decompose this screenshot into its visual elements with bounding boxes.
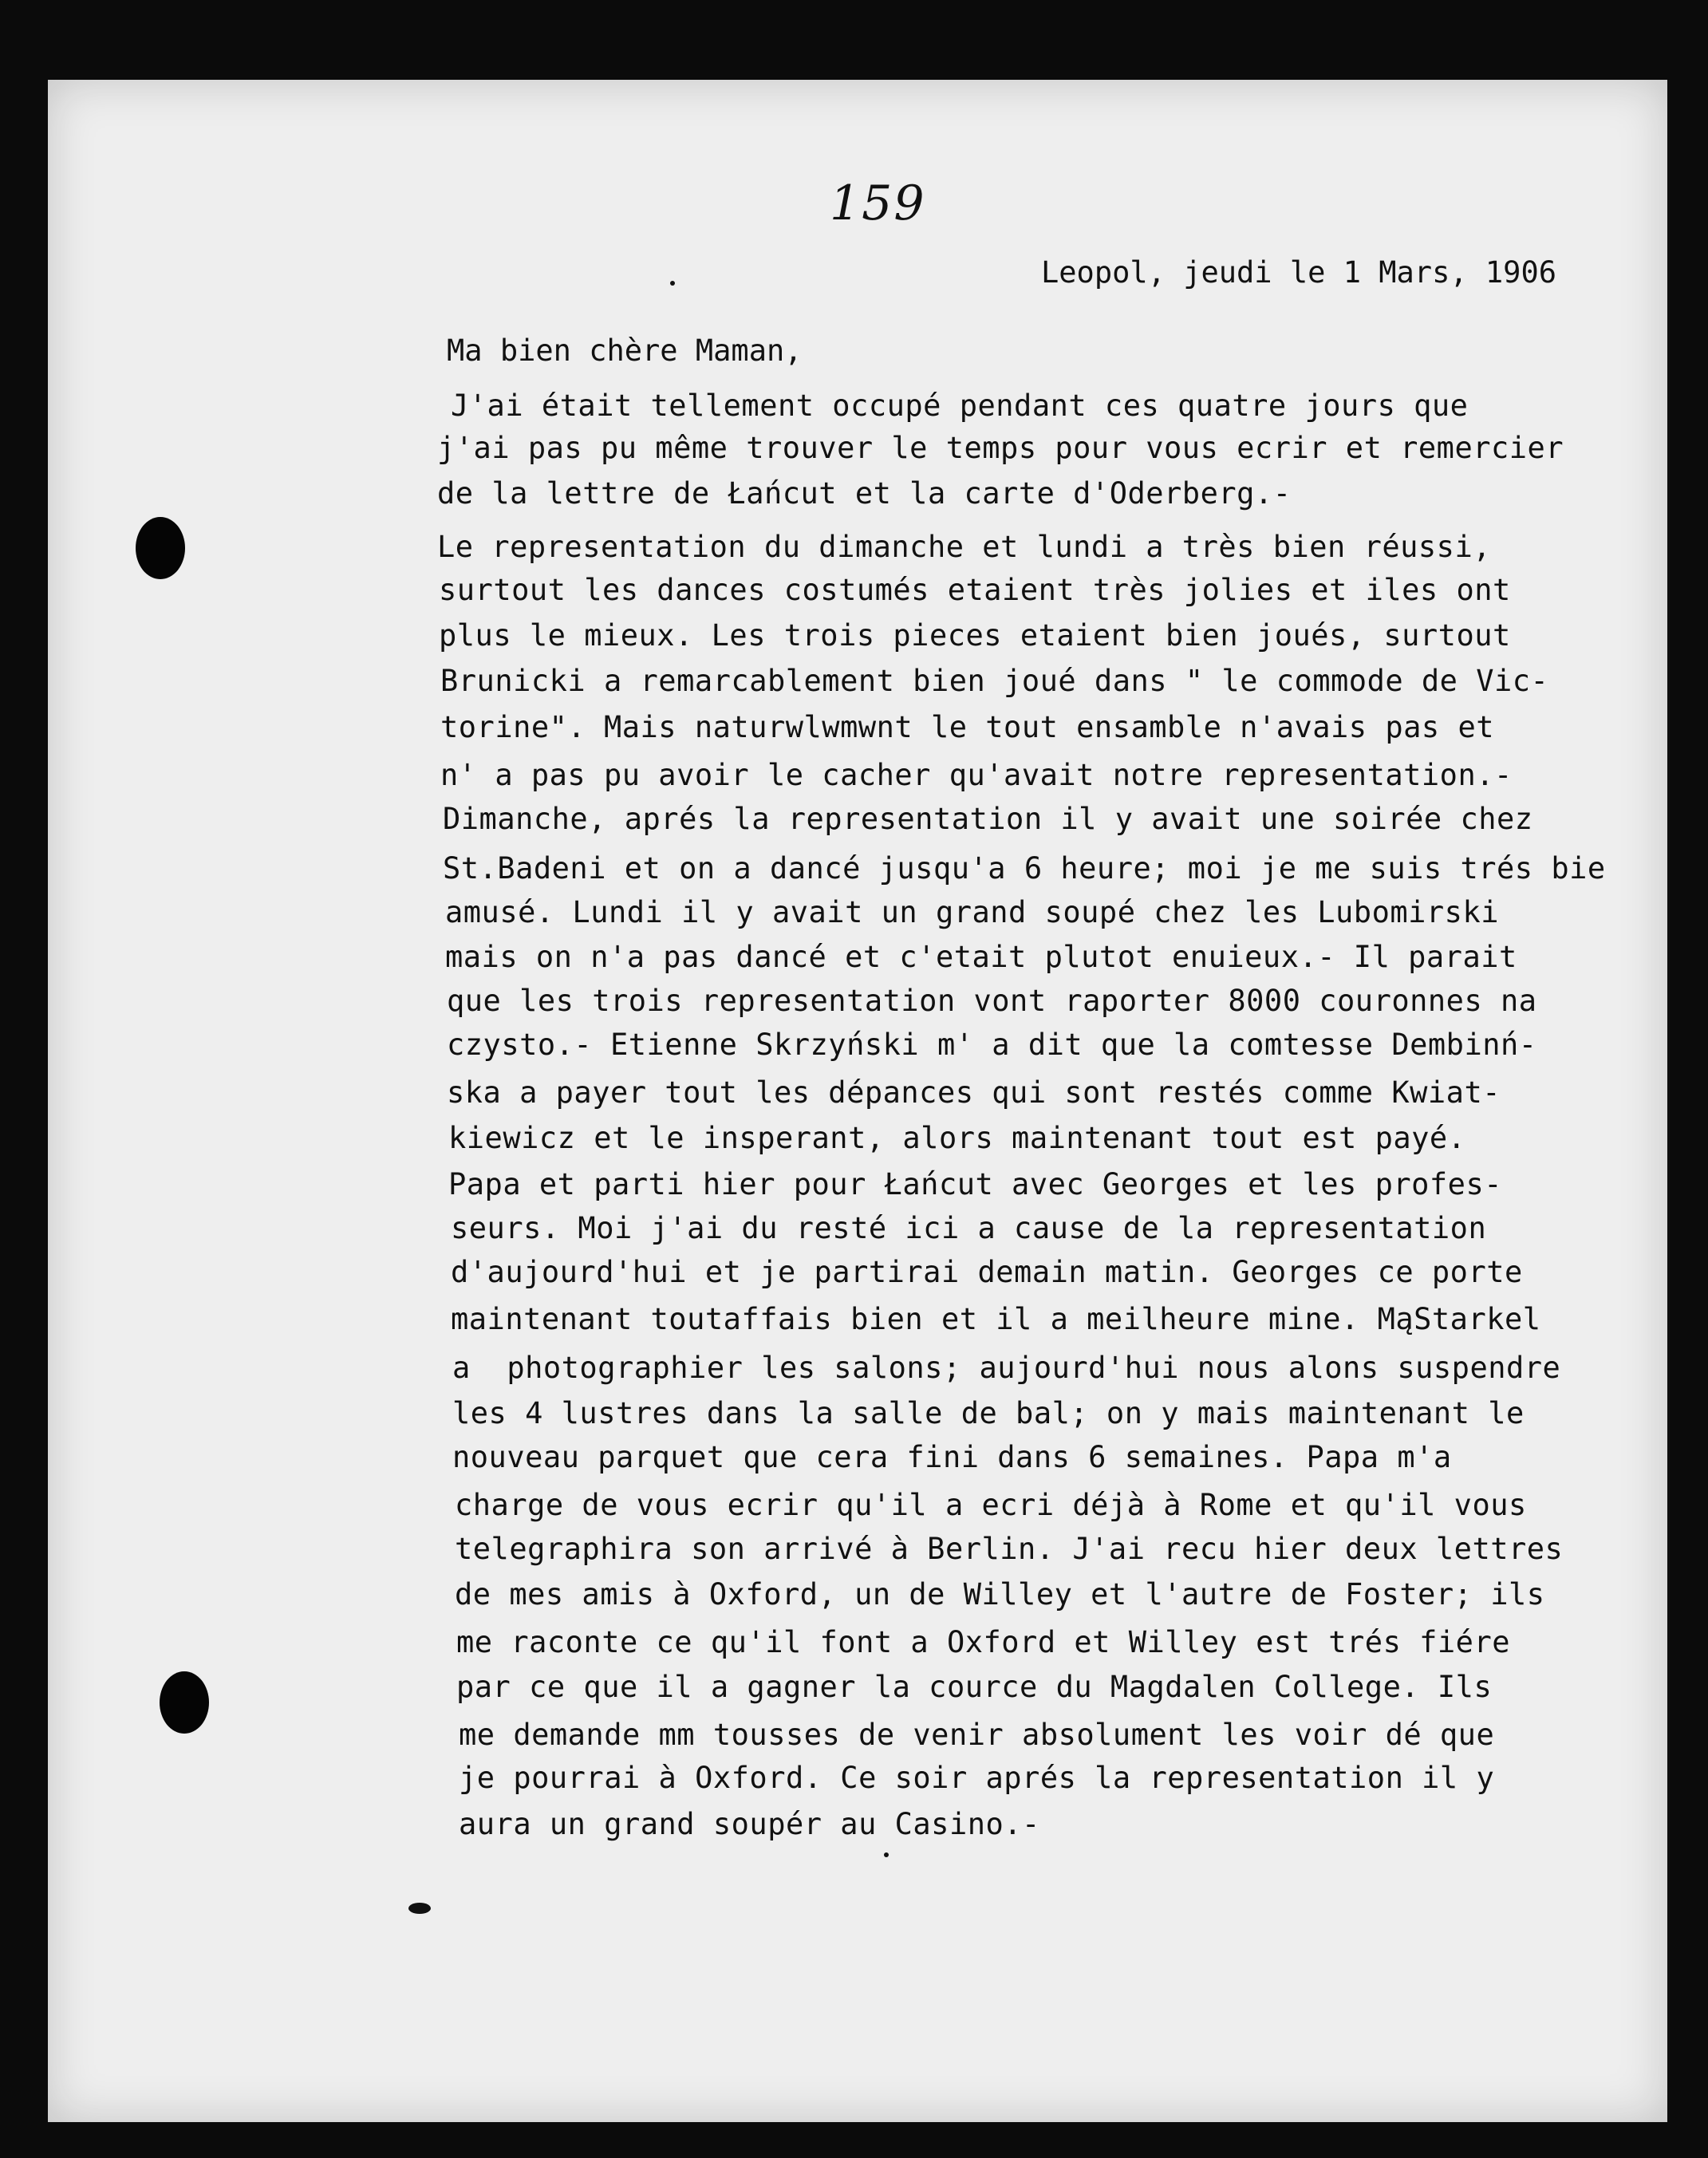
body-line: surtout les dances costumés etaient très jolies et iles ont xyxy=(439,573,1511,607)
body-line: St.Badeni et on a dancé jusqu'a 6 heure; moi je me suis trés bie xyxy=(443,851,1606,886)
body-line: j'ai pas pu même trouver le temps pour vous ecrir et remercier xyxy=(437,431,1564,465)
body-line: amusé. Lundi il y avait un grand soupé chez les Lubomirski xyxy=(445,895,1500,929)
page-number: 159 xyxy=(830,176,926,231)
ink-speck xyxy=(670,281,675,286)
body-line: d'aujourd'hui et je partirai demain matin. Georges ce porte xyxy=(451,1255,1523,1289)
punch-hole xyxy=(160,1671,209,1734)
body-line: les 4 lustres dans la salle de bal; on y mais maintenant le xyxy=(452,1396,1525,1430)
body-line: ska a payer tout les dépances qui sont restés comme Kwiat- xyxy=(447,1075,1501,1110)
body-line: J'ai était tellement occupé pendant ces quatre jours que xyxy=(451,389,1469,423)
body-line: Brunicki a remarcablement bien joué dans " le commode de Vic- xyxy=(440,664,1549,698)
date-line: Leopol, jeudi le 1 Mars, 1906 xyxy=(1041,255,1557,290)
body-line: Papa et parti hier pour Łańcut avec Georges et les profes- xyxy=(448,1167,1503,1201)
body-line: kiewicz et le insperant, alors maintenant tout est payé. xyxy=(448,1121,1466,1155)
body-line: que les trois representation vont raporter 8000 couronnes na xyxy=(447,984,1537,1018)
body-line: plus le mieux. Les trois pieces etaient bien joués, surtout xyxy=(439,618,1511,653)
body-line: par ce que il a gagner la cource du Magdalen College. Ils xyxy=(456,1670,1493,1704)
body-line: mais on n'a pas dancé et c'etait plutot enuieux.- Il parait xyxy=(445,940,1517,974)
punch-hole xyxy=(136,517,185,579)
body-line: me raconte ce qu'il font a Oxford et Willey est trés fiére xyxy=(456,1625,1511,1659)
body-line: nouveau parquet que cera fini dans 6 semaines. Papa m'a xyxy=(452,1440,1452,1474)
body-line: charge de vous ecrir qu'il a ecri déjà à Rome et qu'il vous xyxy=(455,1488,1527,1522)
body-line: Le representation du dimanche et lundi a très bien réussi, xyxy=(437,530,1492,564)
body-line: seurs. Moi j'ai du resté ici a cause de la representation xyxy=(451,1211,1487,1245)
ink-smudge xyxy=(408,1903,431,1914)
body-line: aura un grand soupér au Casino.- xyxy=(459,1807,1040,1841)
body-line: czysto.- Etienne Skrzyński m' a dit que la comtesse Dembinń- xyxy=(447,1028,1537,1062)
body-line: n' a pas pu avoir le cacher qu'avait notre representation.- xyxy=(440,758,1513,792)
body-line: de la lettre de Łańcut et la carte d'Oderberg.- xyxy=(437,476,1292,511)
body-line: telegraphira son arrivé à Berlin. J'ai recu hier deux lettres xyxy=(455,1532,1564,1566)
salutation: Ma bien chère Maman, xyxy=(447,333,803,368)
ink-speck xyxy=(884,1852,889,1857)
body-line: me demande mm tousses de venir absolument les voir dé que xyxy=(459,1718,1495,1752)
body-line: je pourrai à Oxford. Ce soir aprés la representation il y xyxy=(459,1761,1495,1795)
body-line: de mes amis à Oxford, un de Willey et l'autre de Foster; ils xyxy=(455,1577,1545,1612)
body-line: torine". Mais naturwlwmwnt le tout ensamble n'avais pas et xyxy=(440,710,1495,744)
body-line: a photographier les salons; aujourd'hui nous alons suspendre xyxy=(452,1351,1561,1385)
body-line: maintenant toutaffais bien et il a meilheure mine. MąStarkel xyxy=(451,1302,1541,1336)
body-line: Dimanche, aprés la representation il y avait une soirée chez xyxy=(443,802,1533,836)
